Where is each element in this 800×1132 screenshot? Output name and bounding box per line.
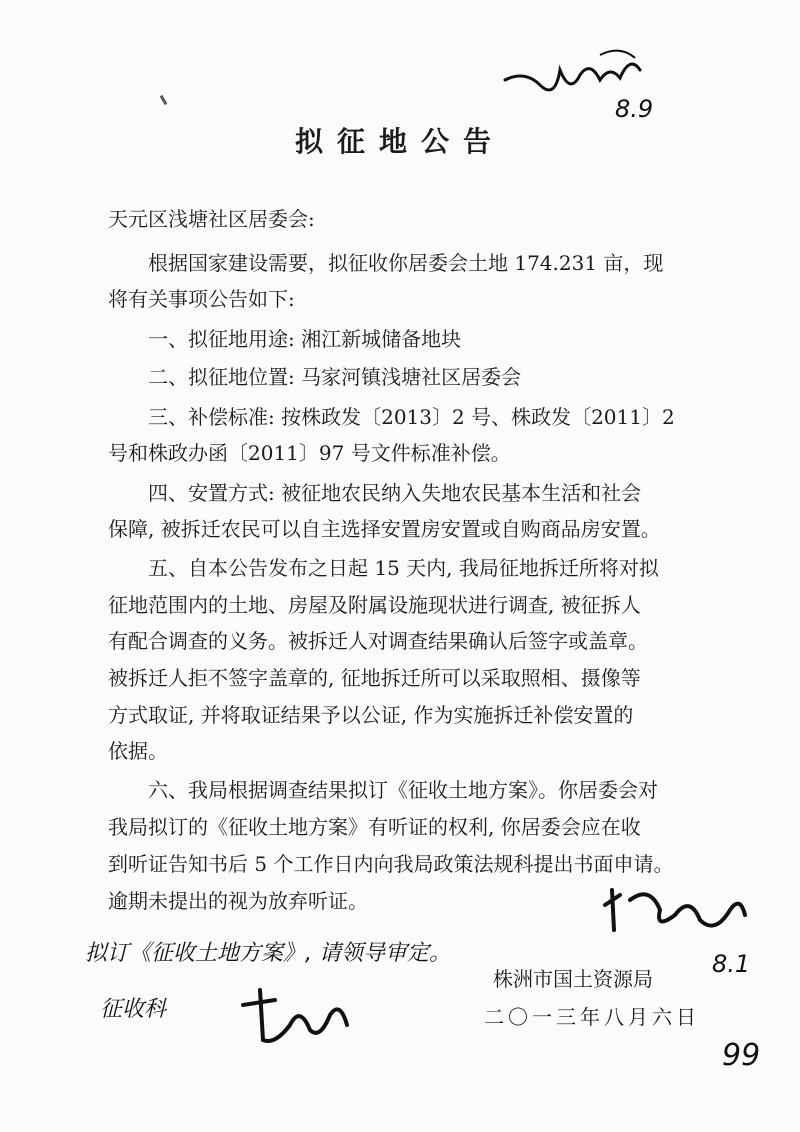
body-line: 根据国家建设需要，拟征收你居委会土地 174.231 亩，现 bbox=[148, 251, 664, 275]
body-line: 依据。 bbox=[108, 739, 168, 763]
body-line: 五、自本公告发布之日起 15 天内, 我局征地拆迁所将对拟 bbox=[148, 556, 659, 580]
top-signature bbox=[500, 40, 650, 100]
body-line: 二、拟征地位置: 马家河镇浅塘社区居委会 bbox=[148, 365, 522, 389]
body-line: 一、拟征地用途: 湘江新城储备地块 bbox=[148, 327, 462, 351]
body-line: 号和株政办函〔2011〕97 号文件标准补偿。 bbox=[108, 441, 511, 465]
approval-signature bbox=[600, 885, 750, 945]
body-line: 方式取证, 并将取证结果予以公证, 作为实施拆迁补偿安置的 bbox=[108, 703, 634, 727]
body-line: 我局拟订的《征收土地方案》有听证的权利, 你居委会应在收 bbox=[108, 815, 641, 839]
stray-mark bbox=[160, 95, 168, 105]
body-line: 将有关事项公告如下: bbox=[108, 287, 295, 311]
handwritten-signature bbox=[235, 985, 355, 1045]
page-mark: 99 bbox=[722, 1038, 761, 1073]
body-line: 六、我局根据调查结果拟订《征收土地方案》。你居委会对 bbox=[148, 778, 658, 802]
body-line: 征地范围内的土地、房屋及附属设施现状进行调查, 被征拆人 bbox=[108, 593, 641, 617]
body-line: 逾期未提出的视为放弃听证。 bbox=[108, 889, 368, 913]
body-line: 有配合调查的义务。被拆迁人对调查结果确认后签字或盖章。 bbox=[108, 629, 648, 653]
addressee: 天元区浅塘社区居委会: bbox=[108, 207, 315, 231]
issue-date: 二〇一三年八月六日 bbox=[484, 1005, 700, 1029]
handwritten-department: 征收科 bbox=[100, 997, 167, 1022]
document-title: 拟征地公告 bbox=[294, 125, 505, 158]
body-line: 被拆迁人拒不签字盖章的, 征地拆迁所可以采取照相、摄像等 bbox=[108, 666, 641, 690]
top-signature-date: 8.9 bbox=[615, 95, 654, 123]
body-line: 四、安置方式: 被征地农民纳入失地农民基本生活和社会 bbox=[148, 481, 642, 505]
approval-date: 8.1 bbox=[712, 950, 751, 978]
body-line: 到听证告知书后 5 个工作日内向我局政策法规科提出书面申请。 bbox=[108, 852, 674, 876]
issuer: 株洲市国土资源局 bbox=[493, 967, 653, 991]
handwritten-note: 拟订《征收土地方案》, 请领导审定。 bbox=[85, 941, 451, 966]
body-line: 三、补偿标准: 按株政发〔2013〕2 号、株政发〔2011〕2 bbox=[148, 405, 675, 429]
body-line: 保障, 被拆迁农民可以自主选择安置房安置或自购商品房安置。 bbox=[108, 517, 661, 541]
